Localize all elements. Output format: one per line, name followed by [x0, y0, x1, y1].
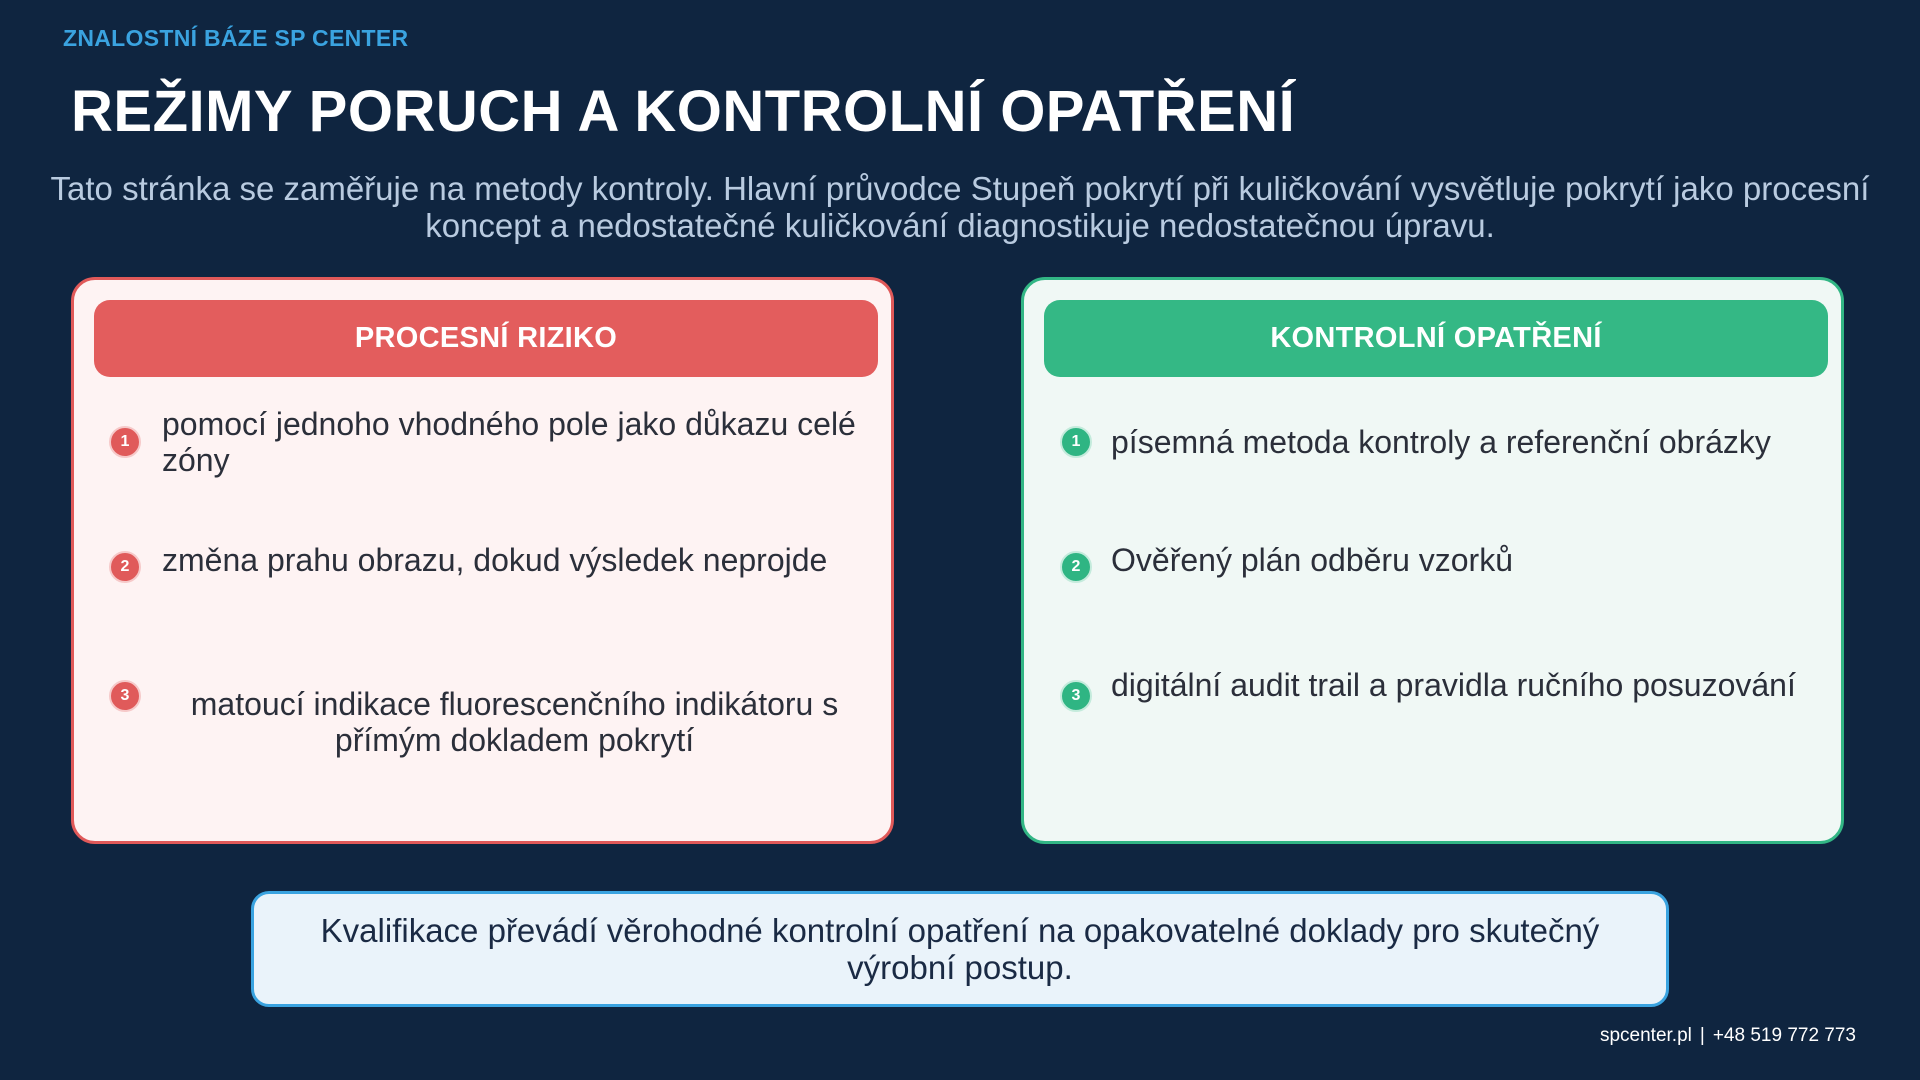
control-item-3-number: 3: [1060, 680, 1092, 712]
control-item-2-text: Ověřený plán odběru vzorků: [1111, 542, 1513, 578]
page-title: REŽIMY PORUCH A KONTROLNÍ OPATŘENÍ: [71, 79, 1296, 144]
page-subtitle: Tato stránka se zaměřuje na metody kontroly. Hlavní průvodce Stupeň pokrytí při kuličkování vysvětluje pokrytí jako procesní koncept a nedostatečné kuličkování diagnostikuje nedostatečnou úpravu.: [50, 170, 1870, 244]
risk-item-1-text: pomocí jednoho vhodného pole jako důkazu celé zóny: [162, 406, 856, 478]
control-item-1-text: písemná metoda kontroly a referenční obrázky: [1111, 424, 1771, 460]
control-item-2-number: 2: [1060, 551, 1092, 583]
risk-item-3-number: 3: [109, 680, 141, 712]
risk-item-2-number: 2: [109, 551, 141, 583]
risk-item-3-text: matoucí indikace fluorescenčního indikátoru s přímým dokladem pokrytí: [190, 686, 839, 758]
website-link[interactable]: spcenter.pl: [1599, 1025, 1692, 1046]
control-measures-heading: KONTROLNÍ OPATŘENÍ: [1044, 300, 1828, 377]
process-risk-heading: PROCESNÍ RIZIKO: [94, 300, 878, 377]
footer-separator: |: [1699, 1025, 1705, 1046]
brand-kicker: ZNALOSTNÍ BÁZE SP CENTER: [63, 25, 409, 51]
risk-item-2-text: změna prahu obrazu, dokud výsledek neprojde: [162, 542, 828, 578]
callout-text: Kvalifikace převádí věrohodné kontrolní opatření na opakovatelné doklady pro skutečný výrobní postup.: [320, 912, 1600, 986]
control-measures-card: [1021, 277, 1844, 844]
risk-item-1-number: 1: [109, 426, 141, 458]
control-item-1-number: 1: [1060, 426, 1092, 458]
process-risk-card: [71, 277, 894, 844]
phone-number[interactable]: +48 519 772 773: [1712, 1025, 1856, 1046]
qualification-callout: [251, 891, 1669, 1007]
footer-contact: [1600, 1025, 1856, 1047]
control-item-3-text: digitální audit trail a pravidla ručního posuzování: [1111, 667, 1796, 703]
